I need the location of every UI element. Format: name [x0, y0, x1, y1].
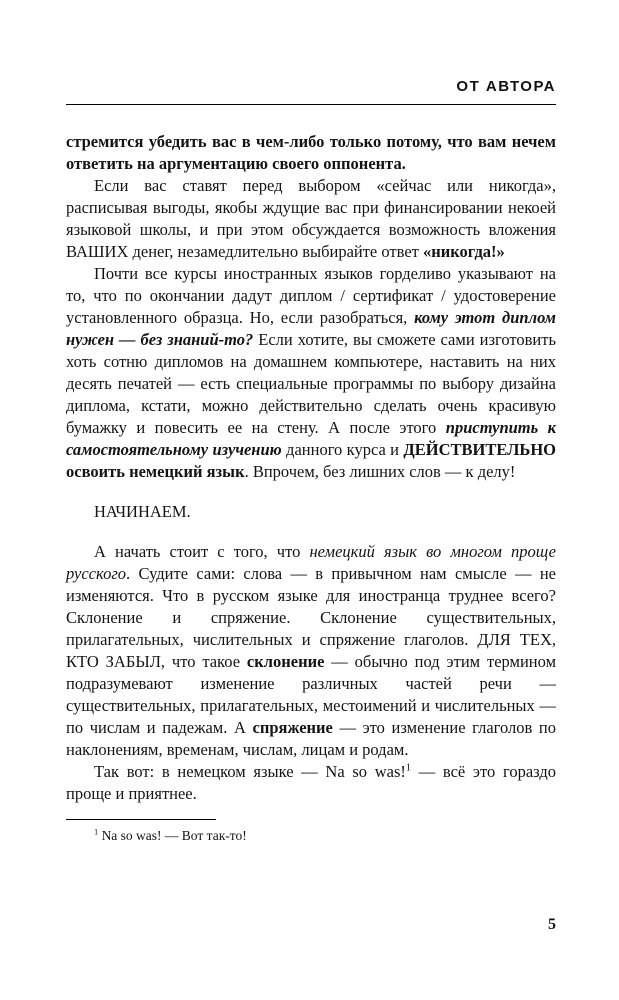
text-run: Почти все курсы иностранных языков горделиво указывают на то, что по окончании дадут диплом / сертификат / удостоверение установленного образца. Но, если разобраться,	[66, 264, 556, 327]
paragraph	[66, 501, 556, 523]
text-run: склонение	[246, 652, 325, 671]
paragraph	[66, 263, 556, 483]
text-run: приступить к самостоятельному изучению	[66, 418, 556, 459]
paragraph	[66, 761, 556, 805]
text-run: ДЕЙСТВИТЕЛЬНО освоить немецкий язык	[66, 440, 556, 481]
text-run: немецкий язык во многом проще русского	[66, 542, 556, 583]
text-run: спряжение	[252, 718, 333, 737]
text-run: Так вот: в немецком языке — Na so was!	[94, 762, 406, 781]
text-run: НАЧИНАЕМ.	[94, 502, 191, 521]
text-run: . Судите сами: слова — в привычном нам смысле — не изменяются. Что в русском языке для иностранца труднее всего? Склонение и спряжение. Склонение существительных, прилагательных, числительных и спряжение глаголов. ДЛЯ ТЕХ, КТО ЗАБЫЛ, что такое	[66, 564, 556, 671]
text-run: — это изменение глаголов по наклонениям, временам, числам, лицам и родам.	[66, 718, 556, 759]
text-run: — всё это гораздо проще и приятнее.	[66, 762, 557, 803]
header-rule	[66, 104, 556, 105]
paragraph	[66, 175, 556, 263]
text-run: А начать стоит с того, что	[94, 542, 310, 561]
text-run: данного курса и	[281, 440, 404, 459]
footnote-text: Na so was! — Вот так-то!	[98, 828, 247, 843]
text-run: «никогда!»	[422, 242, 505, 261]
text-run: Если вас ставят перед выбором «сейчас или никогда», расписывая выгоды, якобы ждущие вас при финансировании некоей языковой школы, и при этом обсуждается возможность вложения ВАШИХ денег, незамедлительно выбирайте ответ	[66, 176, 556, 261]
footnote	[66, 827, 556, 845]
text-run: стремится убедить вас в чем-либо только потому, что вам нечем ответить на аргументацию своего оппонента.	[66, 132, 556, 173]
footnote-marker: 1	[94, 827, 99, 837]
footnote-reference: 1	[405, 762, 411, 774]
page-number: 5	[548, 916, 556, 933]
chapter-title: ОТ АВТОРА	[456, 78, 556, 95]
page-body	[66, 131, 556, 805]
paragraph	[66, 541, 556, 761]
text-run: . Впрочем, без лишних слов — к делу!	[244, 462, 516, 481]
paragraph	[66, 131, 556, 175]
text-run: кому этот диплом нужен — без знаний-то?	[66, 308, 556, 349]
footnote-rule	[66, 819, 216, 820]
text-run: Если хотите, вы сможете сами изготовить хоть сотню дипломов на домашнем компьютере, наставить на них десять печатей — есть специальные программы по выбору дизайна диплома, кстати, можно действительно сделать очень красивую бумажку и повесить ее на стену. А после этого	[66, 330, 556, 437]
text-run: — обычно под этим термином подразумевают изменение различных частей речи — существительных, прилагательных, местоимений и числительных — по числам и падежам. А	[66, 652, 557, 737]
